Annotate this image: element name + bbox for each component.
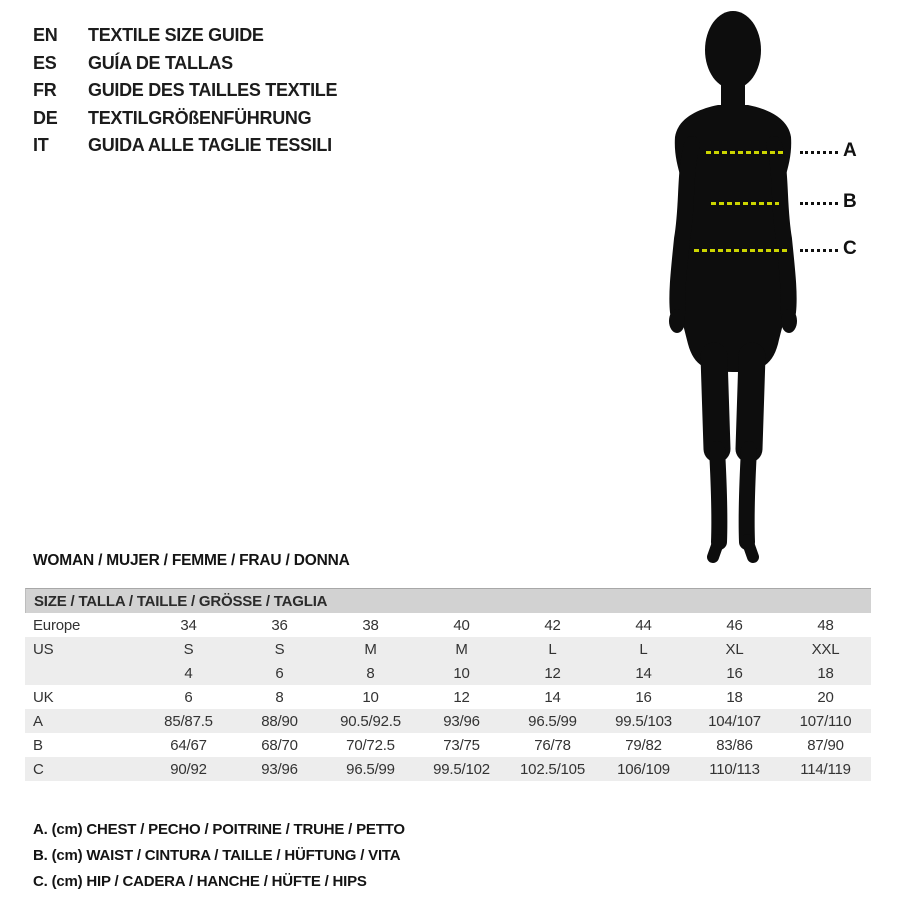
- size-value-cell: 99.5/102: [433, 760, 490, 778]
- language-guide-title: GUÍA DE TALLAS: [88, 52, 233, 73]
- size-value-cell: 14: [544, 688, 561, 706]
- measure-dotted-line: [800, 249, 838, 252]
- silhouette-neck: [721, 62, 745, 112]
- measure-label: A: [843, 140, 857, 161]
- language-guide-title: TEXTILGRÖßENFÜHRUNG: [88, 107, 312, 128]
- size-value-cell: 114/119: [800, 760, 851, 778]
- row-label-cell: Europe: [33, 616, 81, 634]
- size-value-cell: M: [455, 640, 468, 658]
- size-value-cell: 73/75: [443, 736, 480, 754]
- silhouette-right-hand: [781, 309, 797, 333]
- table-row: [25, 685, 871, 709]
- size-value-cell: 8: [275, 688, 284, 706]
- size-value-cell: 6: [275, 664, 284, 682]
- measure-dash-line: [711, 202, 779, 205]
- row-label-cell: US: [33, 640, 54, 658]
- measure-dash-line: [694, 249, 788, 252]
- section-title: WOMAN / MUJER / FEMME / FRAU / DONNA: [33, 552, 350, 569]
- size-value-cell: 12: [453, 688, 470, 706]
- size-value-cell: 87/90: [807, 736, 844, 754]
- language-guide-title: GUIDA ALLE TAGLIE TESSILI: [88, 135, 332, 156]
- table-row: [25, 637, 871, 661]
- size-value-cell: 10: [453, 664, 470, 682]
- size-value-cell: 96.5/99: [346, 760, 395, 778]
- silhouette-left-thigh: [714, 356, 717, 449]
- language-code: EN: [33, 25, 58, 46]
- size-value-cell: 102.5/105: [520, 760, 585, 778]
- language-title-list: [33, 22, 337, 160]
- measure-dash-line: [706, 151, 786, 154]
- size-value-cell: 93/96: [443, 712, 480, 730]
- size-value-cell: 106/109: [617, 760, 670, 778]
- size-value-cell: 38: [362, 616, 379, 634]
- silhouette-left-hand: [669, 309, 685, 333]
- size-table: [25, 588, 871, 781]
- size-value-cell: 70/72.5: [346, 736, 395, 754]
- size-value-cell: 104/107: [708, 712, 761, 730]
- measure-dotted-line: [800, 202, 838, 205]
- language-code: DE: [33, 107, 58, 128]
- size-value-cell: 48: [817, 616, 834, 634]
- size-value-cell: M: [364, 640, 377, 658]
- size-value-cell: 90.5/92.5: [340, 712, 401, 730]
- size-value-cell: 20: [817, 688, 834, 706]
- row-label-cell: B: [33, 736, 43, 754]
- size-value-cell: 76/78: [534, 736, 571, 754]
- woman-silhouette-image: [610, 4, 860, 564]
- language-row: [33, 22, 337, 50]
- size-value-cell: 36: [271, 616, 288, 634]
- size-value-cell: XL: [725, 640, 744, 658]
- silhouette-left-calf: [717, 449, 719, 542]
- size-value-cell: 46: [726, 616, 743, 634]
- size-value-cell: 34: [180, 616, 197, 634]
- language-code: FR: [33, 80, 57, 101]
- language-code: IT: [33, 135, 49, 156]
- table-row: [25, 733, 871, 757]
- size-value-cell: 83/86: [716, 736, 753, 754]
- silhouette-right-thigh: [749, 356, 752, 449]
- legend-line: C. (cm) HIP / CADERA / HANCHE / HÜFTE / HIPS: [33, 872, 367, 890]
- table-header-bar: SIZE / TALLA / TAILLE / GRÖSSE / TAGLIA: [25, 588, 871, 613]
- size-value-cell: 110/113: [709, 760, 760, 778]
- language-row: [33, 77, 337, 105]
- size-value-cell: 90/92: [170, 760, 207, 778]
- size-value-cell: 44: [635, 616, 652, 634]
- row-label-cell: A: [33, 712, 43, 730]
- language-row: [33, 50, 337, 78]
- size-value-cell: 18: [817, 664, 834, 682]
- size-value-cell: 40: [453, 616, 470, 634]
- size-value-cell: 93/96: [261, 760, 298, 778]
- size-value-cell: 12: [544, 664, 561, 682]
- size-value-cell: 8: [366, 664, 375, 682]
- silhouette-left-foot: [713, 540, 719, 557]
- size-value-cell: 16: [635, 688, 652, 706]
- table-row: [25, 757, 871, 781]
- size-value-cell: 18: [726, 688, 743, 706]
- language-row: [33, 132, 337, 160]
- table-row: [25, 661, 871, 685]
- table-row: [25, 613, 871, 637]
- size-value-cell: S: [274, 640, 285, 658]
- size-value-cell: XXL: [811, 640, 840, 658]
- silhouette-right-foot: [747, 540, 753, 557]
- size-value-cell: 64/67: [170, 736, 207, 754]
- size-value-cell: 68/70: [261, 736, 298, 754]
- row-label-cell: UK: [33, 688, 54, 706]
- measure-label: B: [843, 191, 857, 212]
- size-value-cell: 85/87.5: [164, 712, 213, 730]
- language-guide-title: TEXTILE SIZE GUIDE: [88, 25, 264, 46]
- language-row: [33, 105, 337, 133]
- size-value-cell: L: [639, 640, 648, 658]
- size-value-cell: 79/82: [625, 736, 662, 754]
- table-row: [25, 709, 871, 733]
- size-value-cell: 6: [184, 688, 193, 706]
- silhouette-right-calf: [747, 449, 749, 542]
- measure-dotted-line: [800, 151, 838, 154]
- legend-line: A. (cm) CHEST / PECHO / POITRINE / TRUHE / PETTO: [33, 820, 405, 838]
- size-value-cell: 10: [362, 688, 379, 706]
- language-code: ES: [33, 52, 57, 73]
- size-value-cell: L: [548, 640, 557, 658]
- language-guide-title: GUIDE DES TAILLES TEXTILE: [88, 80, 338, 101]
- size-value-cell: 14: [635, 664, 652, 682]
- size-value-cell: 42: [544, 616, 561, 634]
- table-body: [25, 613, 871, 781]
- size-value-cell: 107/110: [799, 712, 852, 730]
- size-value-cell: 99.5/103: [615, 712, 672, 730]
- legend-line: B. (cm) WAIST / CINTURA / TAILLE / HÜFTUNG / VITA: [33, 846, 401, 864]
- size-value-cell: S: [183, 640, 194, 658]
- size-value-cell: 88/90: [261, 712, 298, 730]
- size-value-cell: 96.5/99: [528, 712, 577, 730]
- measure-label: C: [843, 238, 857, 259]
- size-value-cell: 4: [184, 664, 193, 682]
- size-value-cell: 16: [726, 664, 743, 682]
- row-label-cell: C: [33, 760, 44, 778]
- measurement-legend: [33, 816, 405, 894]
